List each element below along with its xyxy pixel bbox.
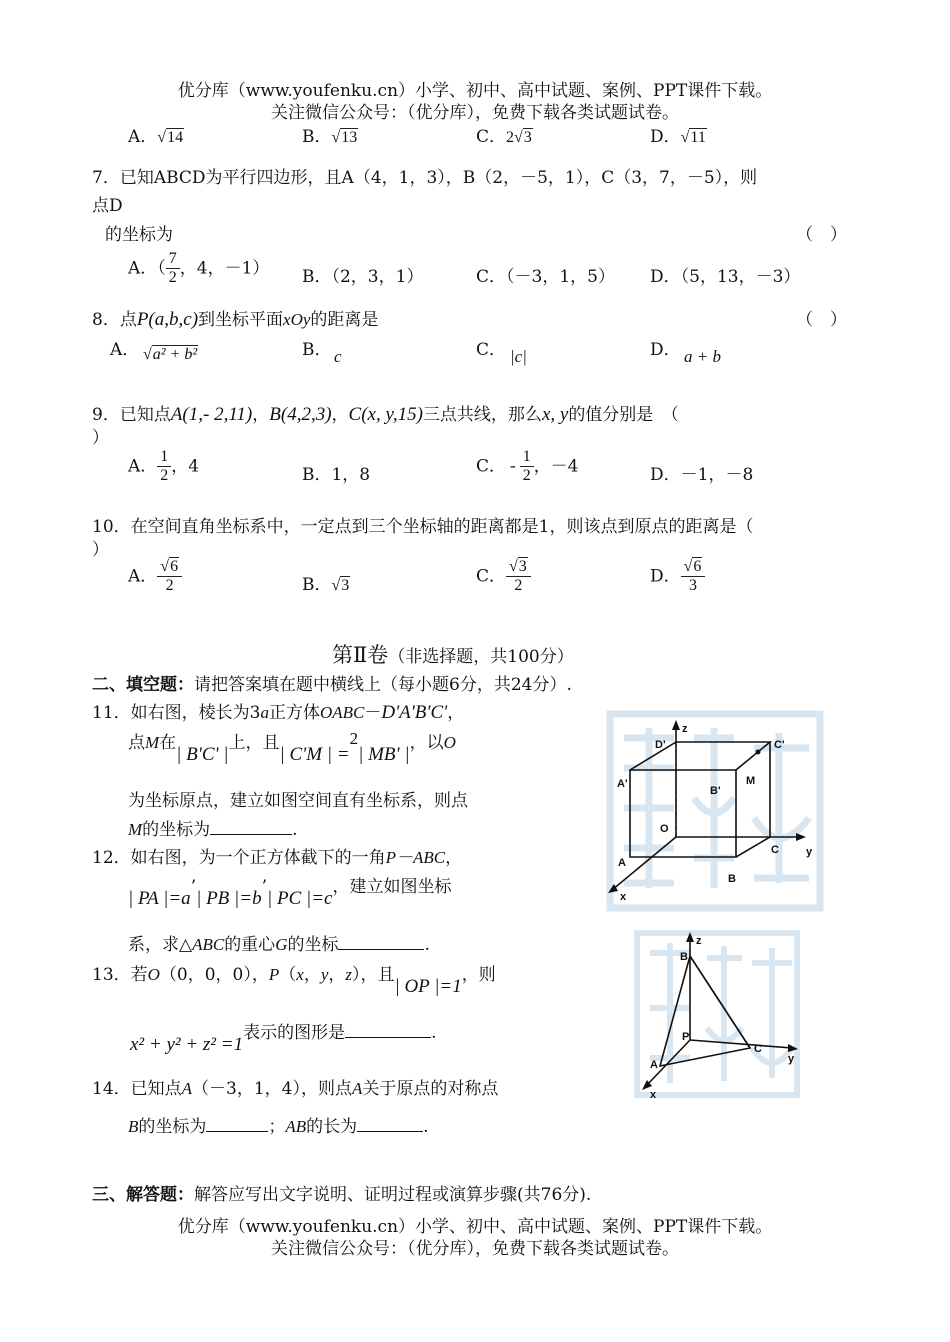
q9-option-d: D．－1，－8 [650,465,754,485]
section-2-title: 第Ⅱ卷（非选择题，共100分） [332,643,574,667]
footer-line-1: 优分库（www.youfenku.cn）小学、初中、高中试题、案例、PPT课件下载。 [177,1217,773,1237]
y-axis-label: y [788,1053,795,1065]
q14-answer-blank-1[interactable] [206,1117,268,1132]
section-3-heading: 三、解答题：解答应写出文字说明、证明过程或演算步骤(共76分). [92,1185,592,1205]
q13-line-1: 13．若O（0，0，0），P（x，y，z），且| OP |=1，则 [92,965,496,997]
z-axis-label: z [682,723,688,735]
q11-line-4: M的坐标为 . [128,820,298,840]
corner-figure [632,928,804,1100]
q8-answer-paren: （ ） [796,310,847,330]
label-a-prime: A' [617,778,628,790]
q7-option-a: A．（ $\frac{7}{2}$ ，4，－1） [128,250,270,287]
header-line-2: 关注微信公众号：（优分库），免费下载各类试题试卷。 [271,103,679,123]
label-o: O [660,823,669,835]
q7-option-b: B．（2，3，1） [302,267,424,287]
q10-option-b: B．√3 [302,575,350,595]
q8-option-d-value: a + b [684,347,721,366]
q8-stem: 8．点P(a,b,c)到坐标平面xOy的距离是 [92,309,379,330]
q11-line-3: 为坐标原点，建立如图空间直有坐标系，则点 [128,791,468,811]
q6-option-d: D．√11 [650,127,706,147]
q8-option-d-label: D． [650,340,681,360]
z-axis-label: z [696,935,702,947]
q13-answer-blank[interactable] [345,1023,431,1038]
q9-option-c: C． - $\frac{1}{2}$ ，－4 [476,448,579,485]
label-a: A [650,1059,658,1071]
label-b: B [728,873,736,885]
point-m-dot [756,750,761,755]
q7-stem-line-3: 的坐标为 [105,225,173,245]
q8-option-a-value: √a² + b² [143,346,198,363]
x-axis-label: x [650,1089,657,1100]
q9-stem-line-2: ） [92,428,109,448]
y-axis-label: y [806,846,813,858]
cube-front-face [630,770,736,857]
section-2-heading: 二、填空题：请把答案填在题中横线上（每小题6分，共24分）. [92,675,572,695]
q7-option-c: C．（－3，1，5） [476,267,615,287]
cube-bottom-right-edge [736,837,770,857]
q7-answer-paren: （ ） [796,225,847,245]
cube-figure [600,712,830,912]
q6-option-b: B．√13 [302,127,358,147]
y-axis-line [690,1040,792,1048]
q14-line-2: B的坐标为 ；AB的长为 . [128,1117,429,1137]
q11-answer-blank[interactable] [210,820,292,835]
label-c: C [754,1043,762,1055]
x-axis-label: x [620,891,627,903]
label-m: M [746,775,756,787]
label-d-prime: D' [655,739,666,751]
edge-bc [690,956,750,1048]
q14-line-1: 14．已知点A（－3，1，4），则点A关于原点的对称点 [92,1079,499,1099]
footer-line-2: 关注微信公众号：（优分库），免费下载各类试题试卷。 [271,1239,679,1259]
triangle-abc [660,956,750,1066]
q6-option-c: C．2√3 [476,127,532,147]
q10-stem-line-1: 10．在空间直角坐标系中，一定点到三个坐标轴的距离都是1，则该点到原点的距离是（ [92,517,754,537]
q11-line-1: 11．如右图，棱长为3a正方体OABC－D'A'B'C'， [92,702,465,723]
z-axis-arrow [686,932,694,942]
q10-stem-line-2: ） [92,540,109,560]
z-axis-arrow [672,720,680,730]
header-line-1: 优分库（www.youfenku.cn）小学、初中、高中试题、案例、PPT课件下载。 [177,81,773,101]
q7-option-d: D．（5，13，－3） [650,267,801,287]
q14-answer-blank-2[interactable] [357,1117,423,1132]
q10-option-a: A． $\frac{√6}{2}$ [128,558,182,596]
q12-line-2: | PA |=a’| PB |=b’| PC |=c，建立如图坐标 [128,877,452,909]
q8-option-c-value: |c| [510,347,527,366]
cube-top-edges [630,742,770,770]
label-b-prime: B' [710,785,721,797]
q8-option-c-label: C． [476,340,507,360]
q12-line-3: 系，求△ABC的重心G的坐标 . [128,935,430,955]
label-b: B [680,951,688,963]
q9-stem: 9．已知点A(1,- 2,11)，B(4,2,3)，C(x, y,15)三点共线，那么x, y的值分别是 （ [92,404,679,425]
y-axis-arrow [796,833,806,841]
q12-answer-blank[interactable] [338,935,424,950]
q13-line-2: x² + y² + z² =1表示的图形是 . [130,1023,437,1055]
q7-stem-line-2: 点D [92,196,123,216]
q8-option-b-value: c [334,347,342,366]
q7-stem-line-1: 7．已知ABCD为平行四边形，且A（4，1，3），B（2，－5，1），C（3，7，－5），则 [92,168,758,188]
label-a: A [618,857,626,869]
label-c: C [771,844,779,856]
label-p: P [682,1031,690,1043]
q9-option-b: B．1，8 [302,465,371,485]
q6-option-a: A．√14 [128,127,184,147]
q8-option-a-label: A． [110,340,140,360]
label-c-prime: C' [774,739,785,751]
q10-option-d: D． $\frac{√6}{3}$ [650,558,705,596]
q12-line-1: 12．如右图，为一个正方体截下的一角P－ABC， [92,848,463,868]
y-axis-arrow [788,1044,798,1052]
q11-line-2: 点M在| B'C' |上，且| C'M | =2| MB' |，以O [128,729,456,765]
q8-option-b-label: B． [302,340,332,360]
q9-option-a: A． $\frac{1}{2}$ ，4 [128,448,200,485]
q10-option-c: C． $\frac{√3}{2}$ [476,558,531,596]
